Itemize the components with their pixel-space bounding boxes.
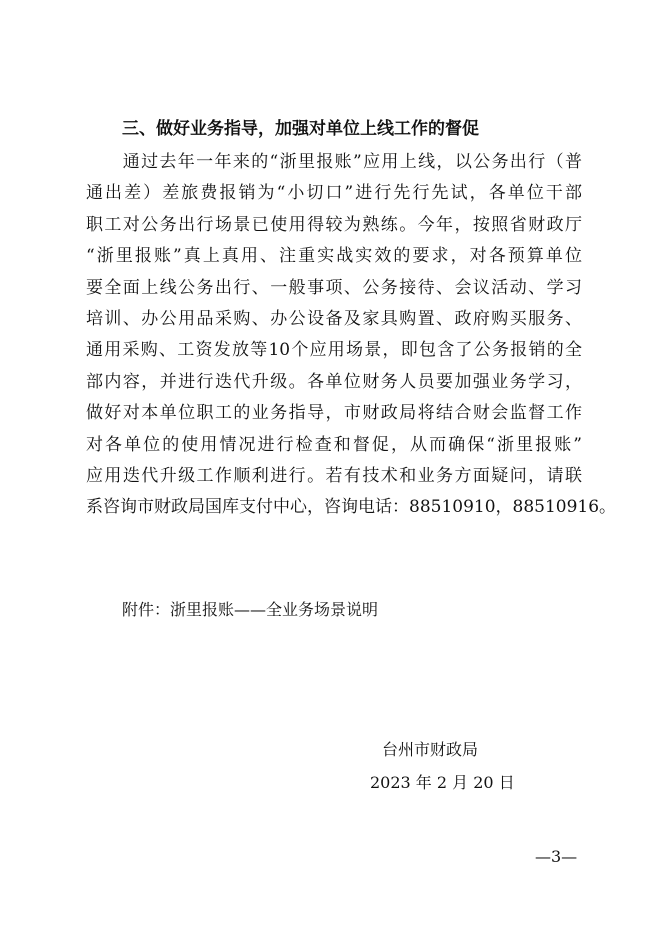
- body-paragraph: [86, 147, 617, 524]
- paragraph-line: 要全面上线公务出行、一般事项、公务接待、会议活动、学习: [86, 277, 582, 298]
- paragraph-line: 培训、办公用品采购、办公设备及家具购置、政府购买服务、: [86, 308, 582, 329]
- paragraph-line: 对各单位的使用情况进行检查和督促，从而确保“浙里报账”: [86, 434, 582, 455]
- paragraph-line: 通过去年一年来的“浙里报账”应用上线，以公务出行（普: [86, 152, 582, 172]
- paragraph-line: 部内容，并进行迭代升级。各单位财务人员要加强业务学习，: [86, 371, 582, 392]
- issuer-name: 台州市财政局: [382, 740, 479, 759]
- paragraph-line: 职工对公务出行场景已使用得较为熟练。今年，按照省财政厅: [86, 214, 582, 235]
- paragraph-line: 应用迭代升级工作顺利进行。若有技术和业务方面疑问，请联: [86, 465, 582, 486]
- page-number: —3—: [535, 847, 578, 866]
- paragraph-line: 系咨询市财政局国库支付中心，咨询电话：88510910，88510916。: [86, 497, 617, 518]
- issue-date: 2023 年 2 月 20 日: [370, 773, 515, 792]
- paragraph-line: 通出差）差旅费报销为“小切口”进行先行先试，各单位干部: [86, 183, 582, 204]
- attachment-note: 附件：浙里报账——全业务场景说明: [122, 600, 379, 619]
- paragraph-line: 做好对本单位职工的业务指导，市财政局将结合财会监督工作: [86, 403, 582, 424]
- section-heading: 三、做好业务指导，加强对单位上线工作的督促: [122, 119, 479, 139]
- paragraph-line: 通用采购、工资发放等10个应用场景，即包含了公务报销的全: [86, 340, 582, 361]
- paragraph-line: “浙里报账”真上真用、注重实战实效的要求，对各预算单位: [86, 246, 582, 267]
